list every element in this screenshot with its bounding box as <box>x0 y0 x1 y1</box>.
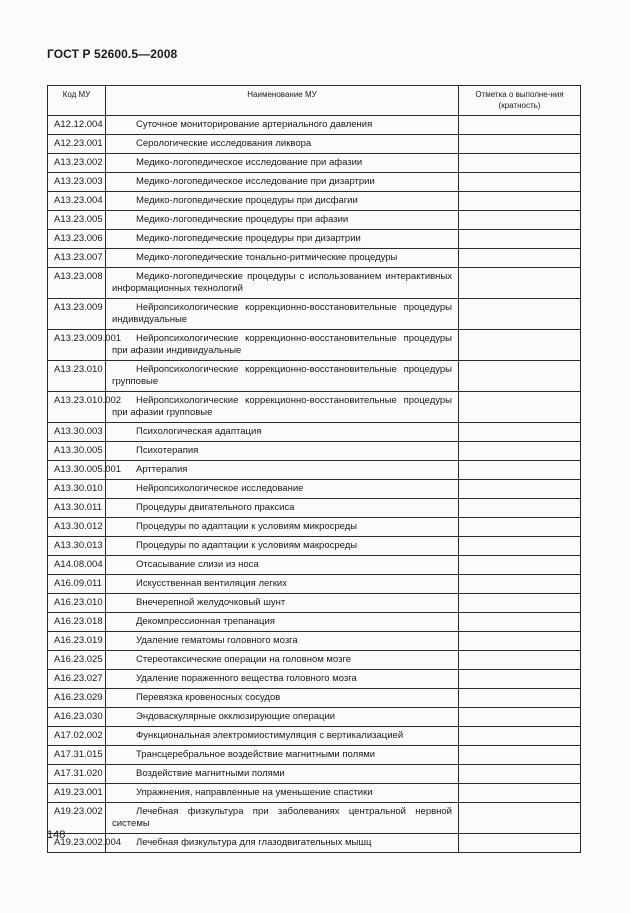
table-row <box>48 708 581 727</box>
mu-code-cell: A17.31.020 <box>48 765 106 784</box>
mu-name-cell: Лечебная физкультура при заболеваниях центральной нервной системы <box>106 803 459 834</box>
table-body <box>48 116 581 853</box>
mu-code-cell: A19.23.002.004 <box>48 834 106 853</box>
mu-mark-cell <box>459 330 581 361</box>
table-row <box>48 803 581 834</box>
mu-name-cell: Удаление пораженного вещества головного мозга <box>106 670 459 689</box>
page-number: 148 <box>47 829 66 841</box>
table-row <box>48 249 581 268</box>
table-row <box>48 746 581 765</box>
table-row <box>48 537 581 556</box>
mu-name-cell: Медико-логопедическое исследование при дизартрии <box>106 173 459 192</box>
table-row <box>48 594 581 613</box>
mu-code-cell: A16.23.018 <box>48 613 106 632</box>
mu-mark-cell <box>459 765 581 784</box>
mu-code-cell: A19.23.001 <box>48 784 106 803</box>
mu-code-cell: A14.08.004 <box>48 556 106 575</box>
mu-code-cell: A16.23.027 <box>48 670 106 689</box>
mu-name-cell: Процедуры по адаптации к условиям макросреды <box>106 537 459 556</box>
table-row <box>48 670 581 689</box>
table-row <box>48 230 581 249</box>
mu-code-cell: A13.30.011 <box>48 499 106 518</box>
mu-mark-cell <box>459 211 581 230</box>
mu-code-cell: A17.02.002 <box>48 727 106 746</box>
mu-code-cell: A13.30.010 <box>48 480 106 499</box>
mu-mark-cell <box>459 708 581 727</box>
mu-name-cell: Внечерепной желудочковый шунт <box>106 594 459 613</box>
document-title: ГОСТ Р 52600.5—2008 <box>47 47 178 61</box>
mu-name-cell: Психотерапия <box>106 442 459 461</box>
header-name: Наименование МУ <box>106 86 459 116</box>
mu-name-cell: Нейропсихологические коррекционно-восстановительные процедуры при афазии групповые <box>106 392 459 423</box>
mu-code-cell: A16.23.019 <box>48 632 106 651</box>
mu-mark-cell <box>459 299 581 330</box>
mu-mark-cell <box>459 249 581 268</box>
table-row <box>48 392 581 423</box>
table-row <box>48 651 581 670</box>
mu-code-cell: A16.09.011 <box>48 575 106 594</box>
mu-mark-cell <box>459 116 581 135</box>
table-row <box>48 480 581 499</box>
mu-name-cell: Нейропсихологические коррекционно-восстановительные процедуры групповые <box>106 361 459 392</box>
mu-code-cell: A13.23.002 <box>48 154 106 173</box>
mu-mark-cell <box>459 670 581 689</box>
table-row <box>48 556 581 575</box>
mu-mark-cell <box>459 499 581 518</box>
table-row <box>48 575 581 594</box>
mu-code-cell: A13.23.009.001 <box>48 330 106 361</box>
mu-name-cell: Удаление гематомы головного мозга <box>106 632 459 651</box>
mu-code-cell: A19.23.002 <box>48 803 106 834</box>
mu-name-cell: Перевязка кровеносных сосудов <box>106 689 459 708</box>
mu-code-cell: A16.23.030 <box>48 708 106 727</box>
mu-code-cell: A12.12.004 <box>48 116 106 135</box>
table-row <box>48 268 581 299</box>
mu-code-cell: A13.23.010.002 <box>48 392 106 423</box>
mu-name-cell: Функциональная электромиостимуляция с вертикализацией <box>106 727 459 746</box>
mu-mark-cell <box>459 423 581 442</box>
table-row <box>48 442 581 461</box>
table-header-row <box>48 86 581 116</box>
table-row <box>48 518 581 537</box>
table-row <box>48 116 581 135</box>
mu-code-cell: A13.23.009 <box>48 299 106 330</box>
mu-name-cell: Стереотаксические операции на головном мозге <box>106 651 459 670</box>
mu-name-cell: Медико-логопедические процедуры с использованием интерактивных информационных технологий <box>106 268 459 299</box>
mu-code-cell: A13.30.003 <box>48 423 106 442</box>
table-row <box>48 211 581 230</box>
mu-name-cell: Процедуры двигательного праксиса <box>106 499 459 518</box>
mu-mark-cell <box>459 594 581 613</box>
mu-name-cell: Нейропсихологическое исследование <box>106 480 459 499</box>
mu-name-cell: Суточное мониторирование артериального давления <box>106 116 459 135</box>
mu-name-cell: Лечебная физкультура для глазодвигательных мышц <box>106 834 459 853</box>
mu-mark-cell <box>459 361 581 392</box>
table-row <box>48 173 581 192</box>
mu-code-cell: A13.30.012 <box>48 518 106 537</box>
mu-mark-cell <box>459 192 581 211</box>
mu-code-cell: A13.23.006 <box>48 230 106 249</box>
mu-mark-cell <box>459 613 581 632</box>
table-row <box>48 689 581 708</box>
mu-mark-cell <box>459 556 581 575</box>
table-row <box>48 361 581 392</box>
mu-code-cell: A16.23.029 <box>48 689 106 708</box>
mu-code-cell: A16.23.025 <box>48 651 106 670</box>
mu-code-cell: A13.23.007 <box>48 249 106 268</box>
table-row <box>48 423 581 442</box>
mu-mark-cell <box>459 392 581 423</box>
table-row <box>48 461 581 480</box>
table-row <box>48 784 581 803</box>
table-row <box>48 765 581 784</box>
mu-mark-cell <box>459 268 581 299</box>
mu-mark-cell <box>459 784 581 803</box>
mu-name-cell: Трансцеребральное воздействие магнитными полями <box>106 746 459 765</box>
mu-name-cell: Медико-логопедические процедуры при дисфагии <box>106 192 459 211</box>
mu-code-cell: A12.23.001 <box>48 135 106 154</box>
mu-mark-cell <box>459 480 581 499</box>
table-row <box>48 727 581 746</box>
mu-name-cell: Искусственная вентиляция легких <box>106 575 459 594</box>
mu-mark-cell <box>459 651 581 670</box>
mu-code-cell: A13.30.005 <box>48 442 106 461</box>
header-code: Код МУ <box>48 86 106 116</box>
table-row <box>48 154 581 173</box>
mu-name-cell: Декомпрессионная трепанация <box>106 613 459 632</box>
mu-name-cell: Упражнения, направленные на уменьшение спастики <box>106 784 459 803</box>
mu-name-cell: Процедуры по адаптации к условиям микросреды <box>106 518 459 537</box>
mu-code-cell: A17.31.015 <box>48 746 106 765</box>
mu-name-cell: Нейропсихологические коррекционно-восстановительные процедуры индивидуальные <box>106 299 459 330</box>
table-row <box>48 499 581 518</box>
mu-code-cell: A13.23.003 <box>48 173 106 192</box>
mu-mark-cell <box>459 442 581 461</box>
mu-name-cell: Серологические исследования ликвора <box>106 135 459 154</box>
mu-name-cell: Психологическая адаптация <box>106 423 459 442</box>
mu-mark-cell <box>459 803 581 834</box>
mu-mark-cell <box>459 230 581 249</box>
mu-mark-cell <box>459 154 581 173</box>
mu-mark-cell <box>459 834 581 853</box>
table-row <box>48 834 581 853</box>
mu-code-cell: A13.30.005.001 <box>48 461 106 480</box>
table-row <box>48 135 581 154</box>
mu-name-cell: Медико-логопедические процедуры при афазии <box>106 211 459 230</box>
mu-code-cell: A13.30.013 <box>48 537 106 556</box>
header-mark: Отметка о выполне-ния (кратность) <box>459 86 581 116</box>
mu-name-cell: Воздействие магнитными полями <box>106 765 459 784</box>
table-row <box>48 192 581 211</box>
mu-mark-cell <box>459 632 581 651</box>
table-row <box>48 632 581 651</box>
mu-name-cell: Медико-логопедические процедуры при дизартрии <box>106 230 459 249</box>
mu-mark-cell <box>459 575 581 594</box>
mu-mark-cell <box>459 746 581 765</box>
table-row <box>48 613 581 632</box>
mu-code-cell: A16.23.010 <box>48 594 106 613</box>
mu-mark-cell <box>459 173 581 192</box>
mu-mark-cell <box>459 135 581 154</box>
mu-mark-cell <box>459 537 581 556</box>
mu-name-cell: Медико-логопедическое исследование при афазии <box>106 154 459 173</box>
mu-mark-cell <box>459 461 581 480</box>
mu-mark-cell <box>459 689 581 708</box>
mu-mark-cell <box>459 727 581 746</box>
mu-table <box>47 85 581 853</box>
mu-code-cell: A13.23.010 <box>48 361 106 392</box>
mu-name-cell: Эндоваскулярные окклюзирующие операции <box>106 708 459 727</box>
table-row <box>48 330 581 361</box>
mu-code-cell: A13.23.008 <box>48 268 106 299</box>
mu-code-cell: A13.23.005 <box>48 211 106 230</box>
mu-name-cell: Нейропсихологические коррекционно-восстановительные процедуры при афазии индивидуальные <box>106 330 459 361</box>
mu-code-cell: A13.23.004 <box>48 192 106 211</box>
mu-name-cell: Медико-логопедические тонально-ритмические процедуры <box>106 249 459 268</box>
mu-mark-cell <box>459 518 581 537</box>
mu-name-cell: Арттерапия <box>106 461 459 480</box>
mu-name-cell: Отсасывание слизи из носа <box>106 556 459 575</box>
table-row <box>48 299 581 330</box>
